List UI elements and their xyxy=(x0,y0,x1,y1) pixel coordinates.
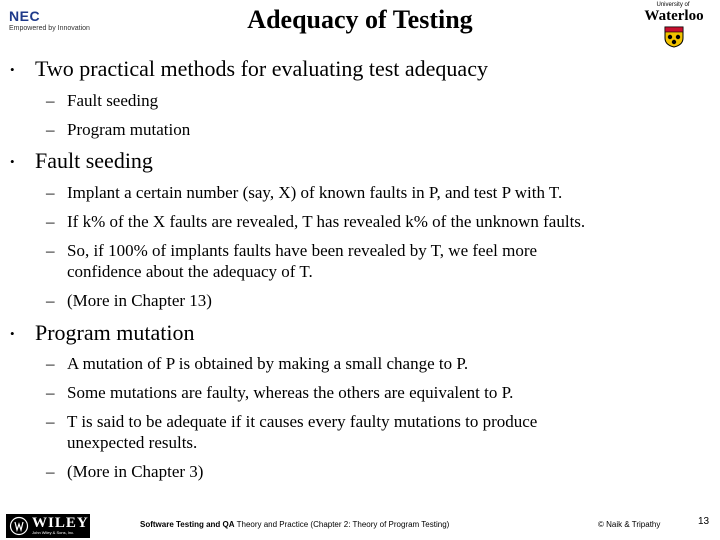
sub-item-line: So, if 100% of implants faults have been revealed by T, we feel more xyxy=(67,241,538,260)
sub-item: If k% of the X faults are revealed, T has revealed k% of the unknown faults. xyxy=(67,212,586,231)
wiley-emblem-icon xyxy=(9,516,29,536)
bullet-icon: • xyxy=(10,326,15,341)
sub-item-line: unexpected results. xyxy=(67,433,198,452)
sub-item: Fault seeding xyxy=(67,91,159,110)
nec-logo-word: NEC xyxy=(9,8,41,24)
waterloo-crest-icon xyxy=(664,26,684,48)
dash-icon: – xyxy=(46,212,55,231)
dash-icon: – xyxy=(46,241,55,260)
footer-book-title: Software Testing and QA xyxy=(140,520,235,529)
footer-copyright: © Naik & Tripathy xyxy=(598,520,661,529)
sub-item: Implant a certain number (say, X) of known faults in P, and test P with T. xyxy=(67,183,563,202)
wiley-logo xyxy=(6,514,90,538)
dash-icon: – xyxy=(46,183,55,202)
sub-item-line: T is said to be adequate if it causes every faulty mutations to produce xyxy=(67,412,538,431)
sub-item: (More in Chapter 13) xyxy=(67,291,212,310)
bullet-item: Fault seeding xyxy=(35,148,153,173)
dash-icon: – xyxy=(46,412,55,431)
waterloo-logo-university: University of xyxy=(656,2,690,8)
bullet-item: Program mutation xyxy=(35,320,195,345)
sub-item-line: confidence about the adequacy of T. xyxy=(67,262,313,281)
footer-book-subtitle: Theory and Practice (Chapter 2: Theory of Program Testing) xyxy=(236,520,450,529)
slide-title: Adequacy of Testing xyxy=(247,5,473,34)
sub-item: Program mutation xyxy=(67,120,191,139)
sub-item: Some mutations are faulty, whereas the others are equivalent to P. xyxy=(67,383,514,402)
dash-icon: – xyxy=(46,120,55,139)
bullet-icon: • xyxy=(10,154,15,169)
nec-logo-tagline: Empowered by Innovation xyxy=(9,25,90,32)
dash-icon: – xyxy=(46,91,55,110)
wiley-logo-word: WILEY xyxy=(32,515,89,531)
bullet-icon: • xyxy=(10,62,15,77)
waterloo-logo-name: Waterloo xyxy=(644,8,704,24)
dash-icon: – xyxy=(46,383,55,402)
page-number: 13 xyxy=(698,516,710,527)
dash-icon: – xyxy=(46,291,55,310)
sub-item: (More in Chapter 3) xyxy=(67,462,204,481)
bullet-item: Two practical methods for evaluating test adequacy xyxy=(35,56,488,81)
waterloo-logo xyxy=(636,2,716,48)
dash-icon: – xyxy=(46,354,55,373)
dash-icon: – xyxy=(46,462,55,481)
footer-caption xyxy=(140,520,580,530)
wiley-logo-sub: John Wiley & Sons, Inc. xyxy=(32,530,75,535)
sub-item: A mutation of P is obtained by making a small change to P. xyxy=(67,354,469,373)
